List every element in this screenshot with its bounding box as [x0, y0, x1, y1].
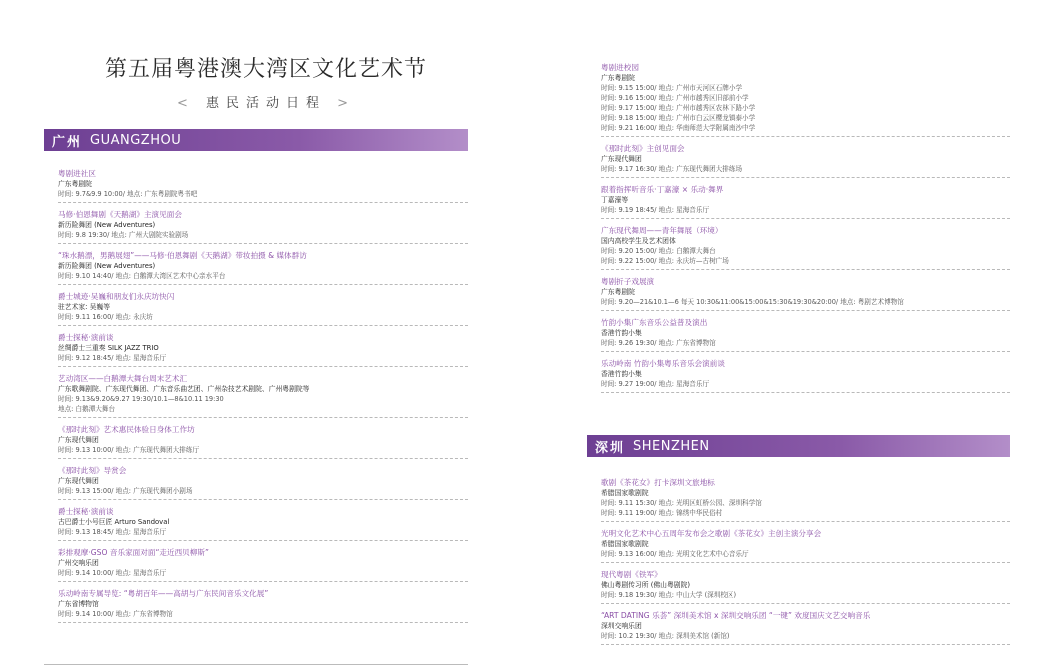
- event-title: 爵士城迹·吴巍和朋友们永庆坊快闪: [58, 292, 175, 301]
- event-title: 《那时此刻》艺术惠民体验日身体工作坊: [58, 425, 195, 434]
- event-organizer: 香港竹韵小集: [601, 370, 642, 378]
- event-item: [58, 547, 468, 582]
- event-organizer: 古巴爵士小号巨匠 Arturo Sandoval: [58, 518, 170, 526]
- event-time-location: 地点: 白鹅潭大舞台: [58, 405, 116, 413]
- event-item: [58, 291, 468, 326]
- event-title: 广东现代舞周——青年舞展（环境）: [601, 226, 723, 235]
- event-time-location: 时间: 9.11 15:30/ 地点: 光明区虹桥公园、深圳科学馆: [601, 499, 762, 507]
- event-time-location: 时间: 9.27 19:00/ 地点: 星海音乐厅: [601, 380, 710, 388]
- bracket-right: >: [337, 96, 356, 111]
- event-time-location: 时间: 9.22 15:00/ 地点: 永庆坊—古树广场: [601, 257, 729, 265]
- event-time-location: 时间: 9.20 15:00/ 地点: 白鹅潭大舞台: [601, 247, 716, 255]
- left-column: [44, 0, 468, 670]
- event-title: 乐动岭南专属导览: “粤胡百年——高胡与广东民间音乐文化展”: [58, 589, 269, 598]
- event-item: [601, 62, 1010, 137]
- event-time-location: 时间: 9.17 15:00/ 地点: 广州市越秀区农林下路小学: [601, 104, 756, 112]
- event-item: [58, 588, 468, 623]
- event-title: 爵士探秘·演前谈: [58, 333, 114, 342]
- event-organizer: 广东省博物馆: [58, 600, 99, 608]
- event-organizer: 广东粤剧院: [58, 180, 92, 188]
- event-title: 歌剧《茶花女》打卡深圳文旅地标: [601, 478, 715, 487]
- event-item: [601, 184, 1010, 219]
- event-organizer: 广东现代舞团: [58, 436, 99, 444]
- event-organizer: 丁嘉濠等: [601, 196, 629, 204]
- event-organizer: 广东粤剧院: [601, 288, 635, 296]
- page-title: 第五届粤港澳大湾区文化艺术节: [104, 57, 427, 82]
- event-time-location: 时间: 9.17 16:30/ 地点: 广东现代舞团大排练场: [601, 165, 743, 173]
- guangzhou-event-list-continued: [601, 62, 1010, 399]
- event-organizer: 广东现代舞团: [601, 155, 642, 163]
- event-organizer: 驻艺术家: 吴巍等: [58, 303, 111, 311]
- event-title: 《那时此刻》主创见面会: [601, 144, 685, 153]
- event-title: 粤剧折子戏展演: [601, 277, 655, 286]
- subtitle-text: 惠民活动日程: [205, 96, 326, 111]
- event-item: [601, 143, 1010, 178]
- event-item: [601, 317, 1010, 352]
- event-item: [58, 506, 468, 541]
- event-title: 乐动岭南 竹韵小集粤乐音乐会演前谈: [601, 359, 725, 368]
- event-item: [58, 168, 468, 203]
- page-subtitle: [96, 92, 436, 111]
- event-time-location: 时间: 9.18 19:30/ 地点: 中山大学 (深圳校区): [601, 591, 737, 599]
- guangzhou-event-list: [58, 168, 468, 629]
- event-item: [58, 332, 468, 367]
- guangzhou-title-en: GUANGZHOU: [90, 132, 182, 148]
- event-title: 《那时此刻》导赏会: [58, 466, 127, 475]
- event-time-location: 时间: 9.11 16:00/ 地点: 永庆坊: [58, 313, 153, 321]
- event-organizer: 希腊国家歌剧院: [601, 540, 649, 548]
- bottom-divider: [44, 664, 468, 665]
- event-time-location: 时间: 9.7&9.9 10:00/ 地点: 广东粤剧院粤书吧: [58, 190, 198, 198]
- event-time-location: 时间: 9.16 15:00/ 地点: 广州市越秀区旧部前小学: [601, 94, 749, 102]
- event-title: 粤剧进社区: [58, 169, 96, 178]
- event-organizer: 广州交响乐团: [58, 559, 99, 567]
- event-title: 光明文化艺术中心五周年发布会之歌剧《茶花女》主创主演分享会: [601, 529, 822, 538]
- event-item: [601, 610, 1010, 645]
- event-time-location: 时间: 9.11 19:00/ 地点: 锦绣中华民俗村: [601, 509, 723, 517]
- right-column: [587, 0, 1010, 670]
- event-time-location: 时间: 10.2 19:30/ 地点: 深圳美术馆 (新馆): [601, 632, 730, 640]
- shenzhen-header: [587, 435, 1010, 457]
- event-organizer: 广东粤剧院: [601, 74, 635, 82]
- event-title: “ART DATING 乐荟” 深圳美术馆 x 深圳交响乐团 “一键” 欢度国庆文艺交响音乐: [601, 611, 871, 620]
- event-title: “珠水鹅漂，男鹅展翅”——马修·伯恩舞剧《天鹅湖》带妆拍摄 & 媒体群访: [58, 251, 307, 260]
- event-item: [601, 358, 1010, 393]
- event-time-location: 时间: 9.14 10:00/ 地点: 星海音乐厅: [58, 569, 167, 577]
- event-item: [58, 250, 468, 285]
- event-item: [58, 465, 468, 500]
- event-item: [601, 528, 1010, 563]
- event-organizer: 广东现代舞团: [58, 477, 99, 485]
- event-time-location: 时间: 9.26 19:30/ 地点: 广东省博物馆: [601, 339, 716, 347]
- event-title: 爵士探秘·演前谈: [58, 507, 114, 516]
- event-time-location: 时间: 9.8 19:30/ 地点: 广州大剧院实验剧场: [58, 231, 189, 239]
- event-time-location: 时间: 9.13 15:00/ 地点: 广东现代舞团小剧场: [58, 487, 193, 495]
- event-organizer: 佛山粤剧传习所 (佛山粤剧院): [601, 581, 691, 589]
- bracket-left: <: [176, 96, 195, 111]
- event-organizer: 深圳交响乐团: [601, 622, 642, 630]
- event-organizer: 丝绸爵士三重奏 SILK JAZZ TRIO: [58, 344, 159, 352]
- event-time-location: 时间: 9.20—21&10.1—6 每天 10:30&11:00&15:00&15:30&19:30&20:00/ 地点: 粤剧艺术博物馆: [601, 298, 904, 306]
- event-time-location: 时间: 9.13&9.20&9.27 19:30/10.1—8&10.11 19:30: [58, 395, 224, 403]
- event-item: [58, 209, 468, 244]
- event-organizer: 香港竹韵小集: [601, 329, 642, 337]
- event-organizer: 国内高校学生及艺术团体: [601, 237, 676, 245]
- shenzhen-title-en: SHENZHEN: [633, 438, 710, 454]
- event-item: [601, 225, 1010, 270]
- event-time-location: 时间: 9.15 15:00/ 地点: 广州市天河区石牌小学: [601, 84, 743, 92]
- event-time-location: 时间: 9.14 10:00/ 地点: 广东省博物馆: [58, 610, 173, 618]
- event-item: [601, 569, 1010, 604]
- event-time-location: 时间: 9.12 18:45/ 地点: 星海音乐厅: [58, 354, 167, 362]
- event-time-location: 时间: 9.13 16:00/ 地点: 光明文化艺术中心音乐厅: [601, 550, 749, 558]
- event-title: 艺动湾区——白鹅潭大舞台周末艺术汇: [58, 374, 188, 383]
- event-item: [601, 477, 1010, 522]
- event-organizer: 广东歌舞剧院、广东现代舞团、广东音乐曲艺团、广州杂技艺术剧院、广州粤剧院等: [58, 385, 310, 393]
- shenzhen-event-list: [601, 477, 1010, 651]
- event-time-location: 时间: 9.21 16:00/ 地点: 华南师范大学附属南沙中学: [601, 124, 756, 132]
- event-title: 竹韵小集广东音乐公益普及演出: [601, 318, 708, 327]
- event-title: 彩排观摩·GSO 音乐家面对面“走近西贝柳斯”: [58, 548, 209, 557]
- shenzhen-title-zh: 深圳: [595, 440, 626, 456]
- event-time-location: 时间: 9.18 15:00/ 地点: 广州市白云区樱龙镇泰小学: [601, 114, 756, 122]
- event-time-location: 时间: 9.13 10:00/ 地点: 广东现代舞团大排练厅: [58, 446, 200, 454]
- event-organizer: 新历险舞团 (New Adventures): [58, 262, 156, 270]
- event-item: [58, 373, 468, 418]
- guangzhou-title-zh: 广州: [52, 134, 83, 150]
- event-title: 粤剧进校园: [601, 63, 639, 72]
- event-organizer: 新历险舞团 (New Adventures): [58, 221, 156, 229]
- event-organizer: 希腊国家歌剧院: [601, 489, 649, 497]
- event-title: 跟着指挥听音乐·丁嘉濠 × 乐动·舞界: [601, 185, 724, 194]
- event-title: 马修·伯恩舞剧《天鹅湖》主演见面会: [58, 210, 182, 219]
- event-title: 现代粤剧《铁军》: [601, 570, 662, 579]
- guangzhou-header: [44, 129, 468, 151]
- event-time-location: 时间: 9.10 14:40/ 地点: 白鹅潭大湾区艺术中心亲水平台: [58, 272, 226, 280]
- event-time-location: 时间: 9.13 18:45/ 地点: 星海音乐厅: [58, 528, 167, 536]
- event-item: [601, 276, 1010, 311]
- event-item: [58, 424, 468, 459]
- event-time-location: 时间: 9.19 18:45/ 地点: 星海音乐厅: [601, 206, 710, 214]
